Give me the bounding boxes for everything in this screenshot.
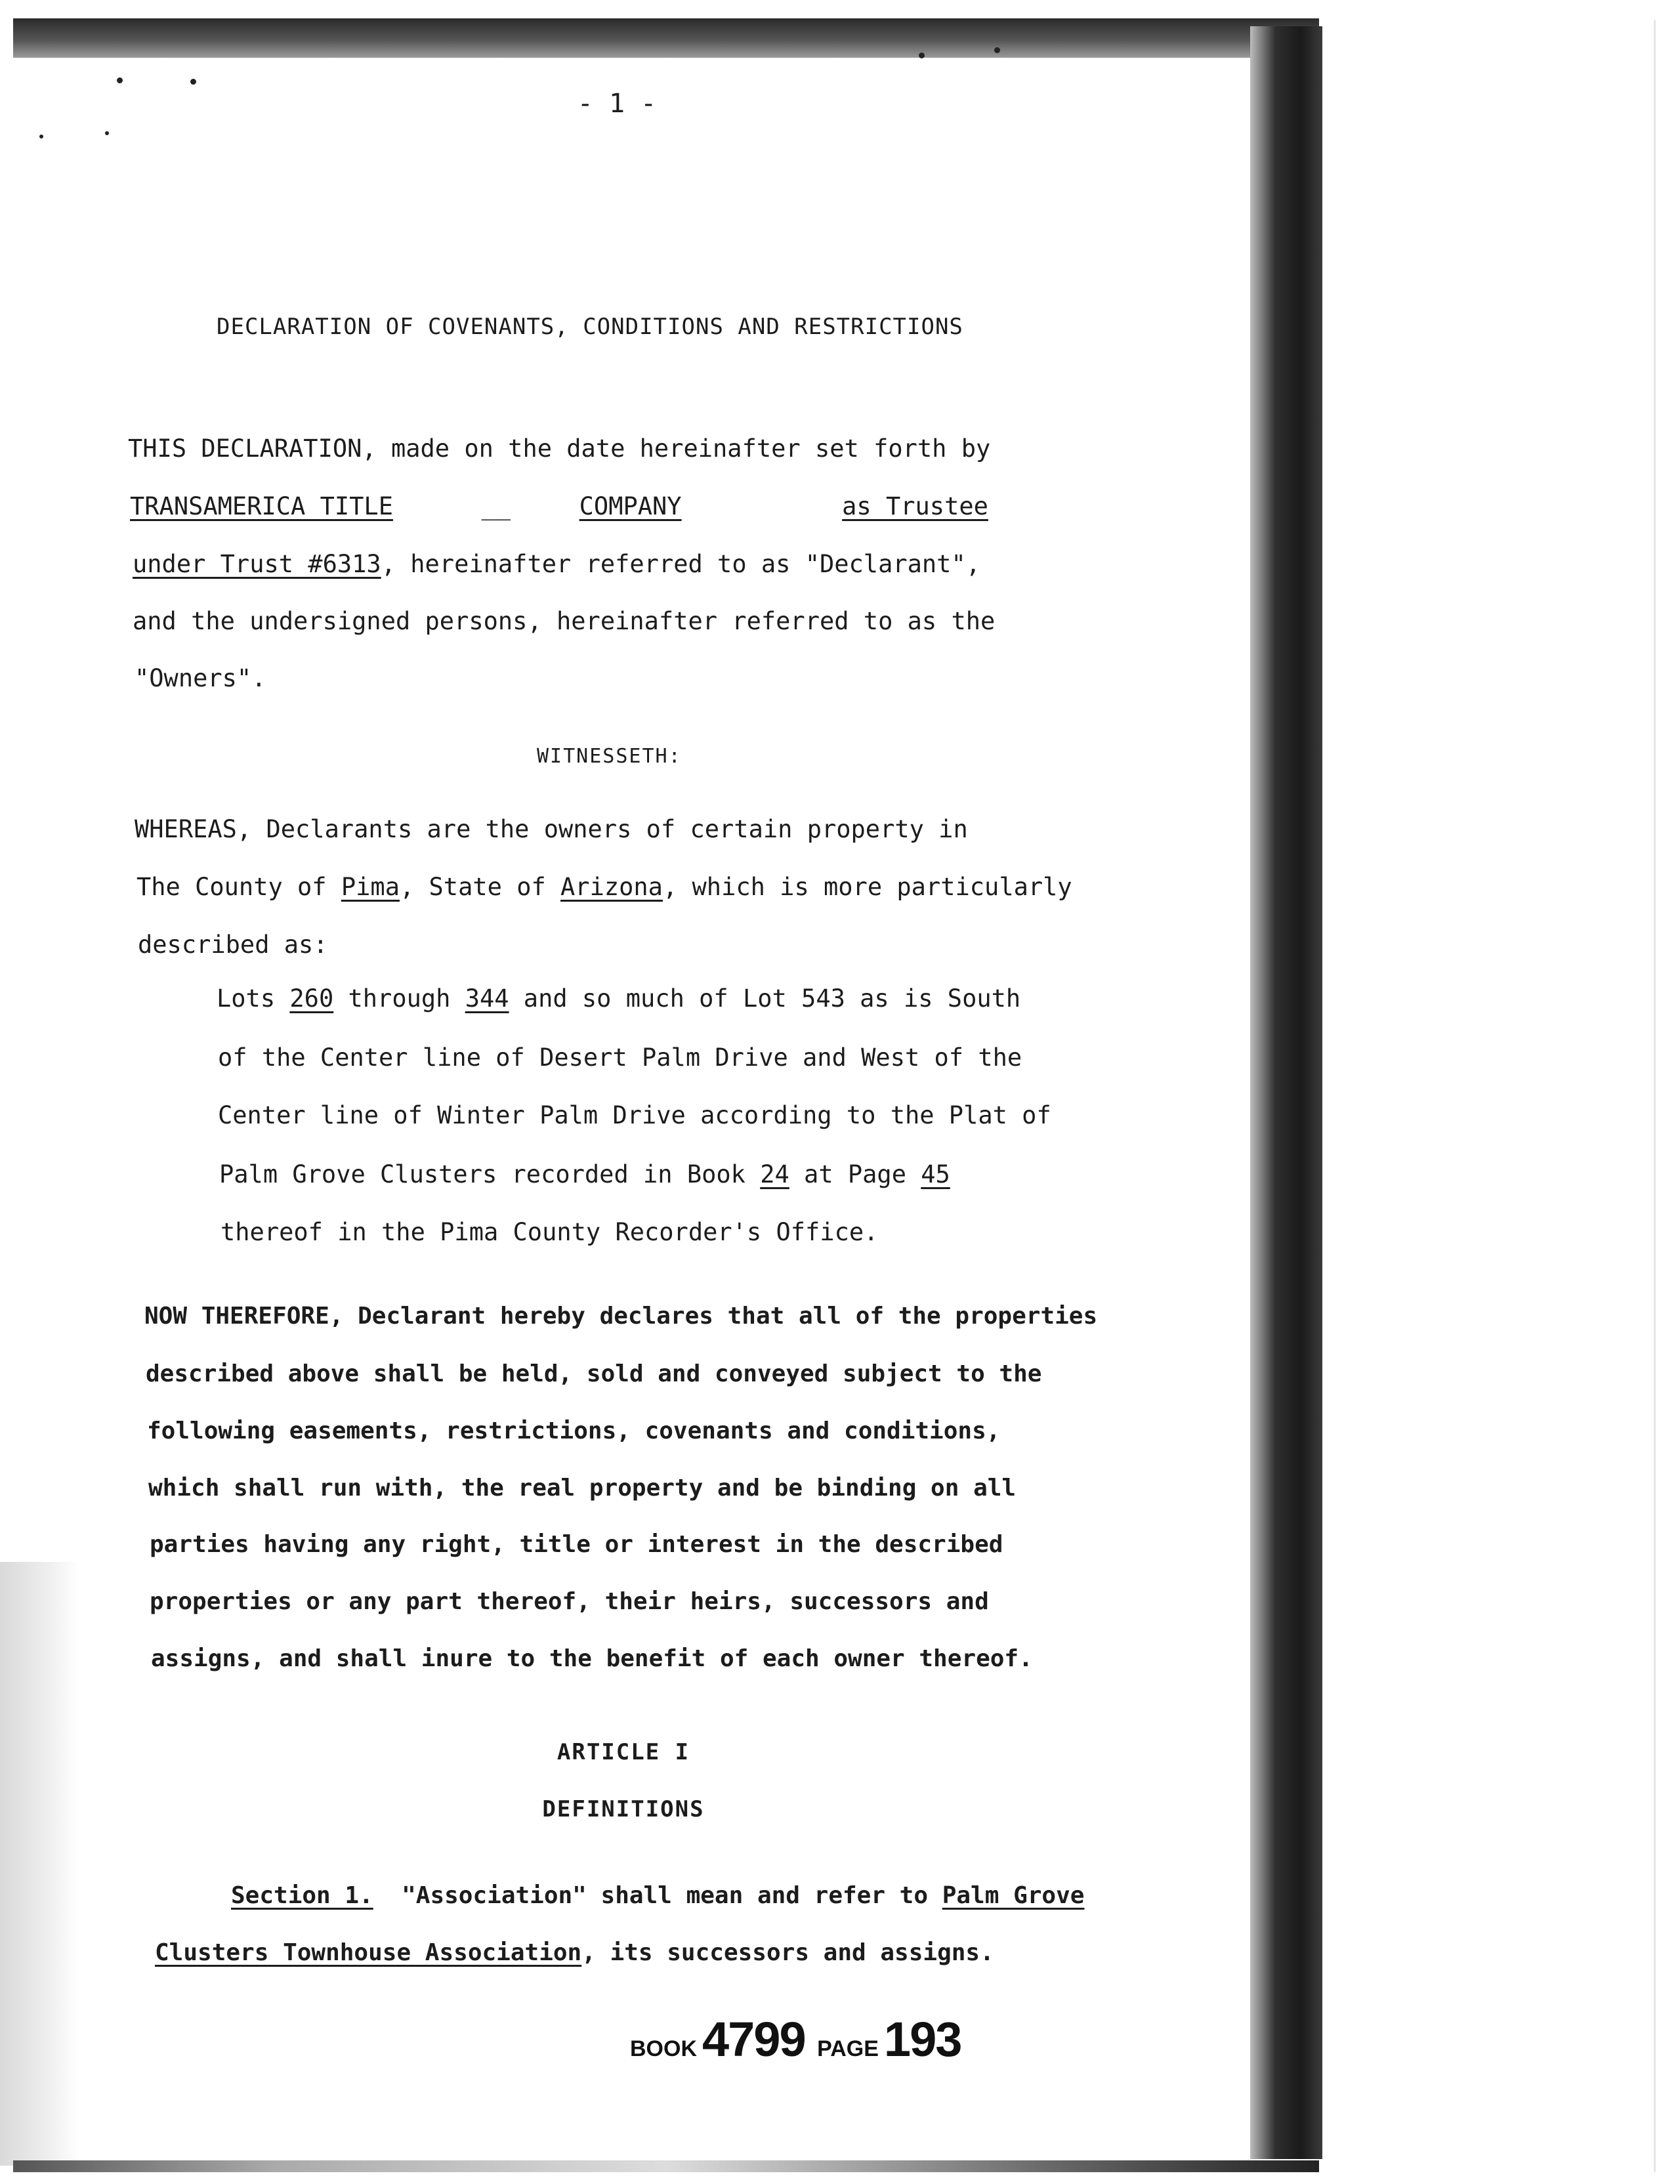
state-name: Arizona <box>560 873 663 901</box>
scan-speck <box>994 47 1000 53</box>
lot-from: 260 <box>289 984 334 1013</box>
document-title: DECLARATION OF COVENANTS, CONDITIONS AND RESTRICTIONS <box>217 314 963 340</box>
association-name-part-2: Clusters Townhouse Association <box>155 1939 582 1966</box>
section-label: Section 1. <box>231 1882 373 1909</box>
scan-border-right <box>1250 26 1322 2159</box>
scan-speck <box>190 79 196 85</box>
intro-line-4: and the undersigned persons, hereinafter referred to as the <box>133 607 996 635</box>
scan-speck <box>919 52 925 58</box>
intro-line-5: "Owners". <box>135 664 266 692</box>
legal-line-1 <box>217 984 1020 1013</box>
now-therefore-line-6: properties or any part thereof, their heirs, successors and <box>150 1588 989 1615</box>
page-reference: 45 <box>921 1160 950 1188</box>
intro-line-1: THIS DECLARATION, made on the date hereinafter set forth by <box>128 434 991 463</box>
trust-number: under Trust #6313 <box>133 550 381 578</box>
stamp-page-number: 193 <box>883 2012 961 2067</box>
blank-dashes: __ <box>481 492 511 520</box>
now-therefore-line-7: assigns, and shall inure to the benefit of each owner thereof. <box>151 1645 1033 1672</box>
scan-speck <box>105 131 109 135</box>
whereas-line-2-c: , which is more particularly <box>662 873 1072 901</box>
scan-border-bottom <box>13 2160 1319 2172</box>
section-1-text-b: , its successors and assigns. <box>581 1939 994 1966</box>
legal-line-1-c: and so much of Lot 543 as is South <box>509 984 1021 1013</box>
section-1-line-1 <box>231 1882 1084 1909</box>
now-therefore-line-4: which shall run with, the real property and be binding on all <box>148 1475 1017 1502</box>
now-therefore-line-1: NOW THEREFORE, Declarant hereby declares that all of the properties <box>144 1303 1098 1330</box>
book-page-stamp <box>630 2011 961 2067</box>
legal-line-1-a: Lots <box>217 984 290 1013</box>
declarant-company-name: TRANSAMERICA TITLE <box>130 492 393 520</box>
lot-to: 344 <box>465 984 509 1013</box>
intro-line-2 <box>130 492 988 520</box>
page-number: - 1 - <box>577 89 657 119</box>
book-number: 4799 <box>702 2012 805 2067</box>
intro-line-3-text: , hereinafter referred to as "Declarant", <box>381 550 981 578</box>
scan-speck <box>39 135 43 138</box>
legal-line-5: thereof in the Pima County Recorder's Office. <box>220 1218 879 1246</box>
declarant-company-suffix: COMPANY <box>579 492 682 520</box>
county-name: Pima <box>341 873 400 901</box>
association-name-part-1: Palm Grove <box>942 1882 1085 1909</box>
whereas-line-3: described as: <box>138 931 328 959</box>
trustee-label: as Trustee <box>842 492 988 520</box>
now-therefore-line-2: described above shall be held, sold and conveyed subject to the <box>146 1360 1042 1387</box>
scan-speck <box>117 77 123 83</box>
whereas-line-2-b: , State of <box>399 873 561 901</box>
whereas-line-1: WHEREAS, Declarants are the owners of certain property in <box>135 815 968 843</box>
book-label: BOOK <box>630 2036 697 2061</box>
scan-page-edge <box>1654 20 1656 2172</box>
legal-line-3: Center line of Winter Palm Drive according to the Plat of <box>218 1101 1051 1129</box>
section-1-text-a: "Association" shall mean and refer to <box>373 1882 942 1909</box>
intro-line-3 <box>133 550 980 578</box>
whereas-line-2-a: The County of <box>136 873 341 901</box>
legal-line-2: of the Center line of Desert Palm Drive and West of the <box>218 1043 1022 1072</box>
article-heading: ARTICLE I <box>556 1739 690 1765</box>
book-reference: 24 <box>760 1160 789 1188</box>
witnesseth-heading: WITNESSETH: <box>537 745 682 768</box>
article-title: DEFINITIONS <box>542 1796 705 1822</box>
now-therefore-line-3: following easements, restrictions, covenants and conditions, <box>147 1418 1001 1444</box>
legal-line-4-a: Palm Grove Clusters recorded in Book <box>219 1160 761 1188</box>
whereas-line-2 <box>136 873 1072 901</box>
scan-shadow-left <box>0 1562 79 2166</box>
now-therefore-line-5: parties having any right, title or interest in the described <box>150 1531 1003 1558</box>
legal-line-4-b: at Page <box>789 1160 921 1188</box>
legal-line-1-b: through <box>333 984 465 1013</box>
page-label: PAGE <box>817 2036 879 2061</box>
scan-border-top <box>13 18 1319 58</box>
section-1-line-2 <box>155 1939 994 1966</box>
legal-line-4 <box>219 1160 950 1188</box>
